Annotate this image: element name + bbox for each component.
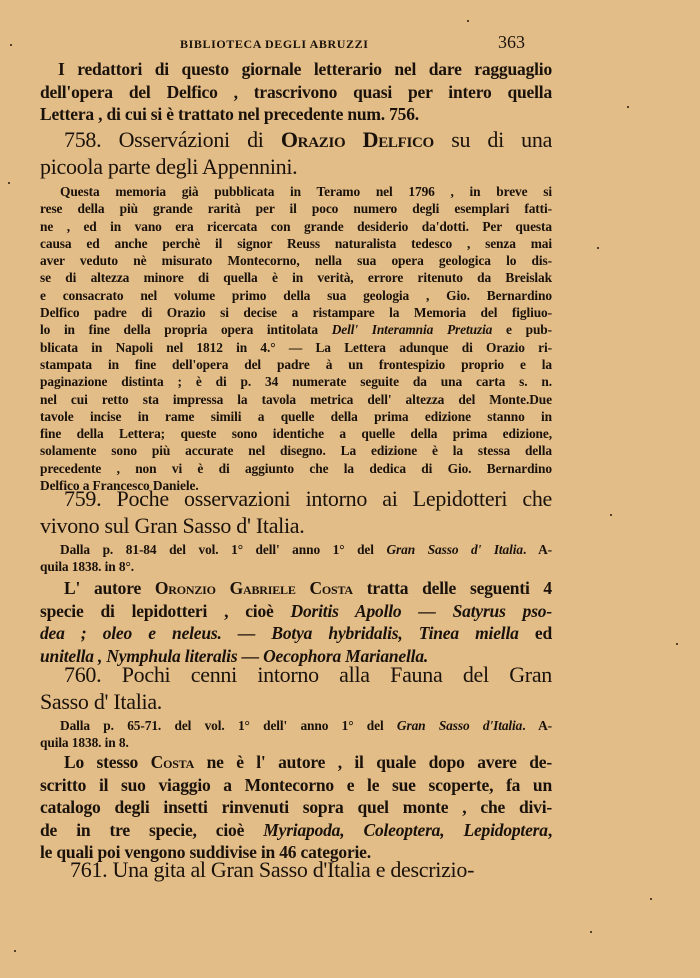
species-names: unitella , Nymphula literalis — Oecophora Marianella. xyxy=(40,645,429,666)
note-text: paginazione distinta ; è di p. 34 numerate seguite da una carta s. n. xyxy=(40,374,552,390)
entry-760-title xyxy=(40,661,552,715)
text-line xyxy=(40,252,552,269)
entry-number: 759. xyxy=(64,486,102,511)
note-text: rese della più grande rarità per il poco numero degli esemplari fatti- xyxy=(40,201,552,217)
note-text: aver veduto nè misurato Montecorno, nella sua opera geologica lo dis- xyxy=(40,253,552,269)
scan-speck xyxy=(597,247,599,249)
text-line xyxy=(40,269,552,286)
note-text: Delfico padre di Orazio si decise a ristampare la Memoria del figliuo- xyxy=(40,305,552,321)
entry-number: 760. xyxy=(64,662,102,687)
text-line: Lettera , di cui si è trattato nel precedente num. 756. xyxy=(40,104,419,124)
text-line xyxy=(40,218,552,235)
body-text: de in tre specie, cioè xyxy=(40,819,245,840)
page-number: 363 xyxy=(498,32,525,52)
text-line xyxy=(40,442,552,459)
text-line: scritto il suo viaggio a Montecorno e le sue scoperte, fa un xyxy=(40,774,552,795)
note-text: se di altezza minore di quella è in verità, errore ritenuto da Breislak xyxy=(40,270,552,286)
title-text: Osservázioni di xyxy=(118,127,264,152)
entry-760-source xyxy=(40,717,552,752)
scan-speck xyxy=(14,950,16,952)
note-text: nel cui retto sta impressa la tavola metrica dell' altezza del Monte.Due xyxy=(40,391,552,407)
entry-title-line xyxy=(40,661,552,688)
text-line xyxy=(40,200,552,217)
entry-title-line xyxy=(40,485,552,512)
entry-758-title xyxy=(40,126,552,180)
scan-speck xyxy=(10,44,12,46)
scan-speck xyxy=(650,898,652,900)
text-line: catalogo degli insetti rinvenuti sopra quel monte , che divi- xyxy=(40,797,552,817)
source-text: . A- xyxy=(522,718,553,733)
text-line xyxy=(40,321,552,338)
body-text: , xyxy=(547,819,552,840)
source-text: . A- xyxy=(523,542,553,557)
entry-758-note xyxy=(40,183,552,494)
note-text: fine della Lettera; queste sono identiche a quelle della prima edizione, xyxy=(40,426,552,442)
text-line xyxy=(40,304,552,321)
body-text: ed xyxy=(534,623,552,643)
text-line xyxy=(40,339,552,356)
text-line xyxy=(40,622,552,645)
title-text: Poche osservazioni intorno ai Lepidotteri che xyxy=(116,486,553,511)
entry-760-body xyxy=(40,751,552,864)
body-text: tratta delle seguenti 4 xyxy=(366,578,552,598)
note-text: Delfico a Francesco Daniele. xyxy=(40,478,199,494)
text-line xyxy=(40,425,552,442)
taxa-names: Myriapoda, Coleoptera, Lepidoptera xyxy=(263,819,548,840)
note-text: e pub- xyxy=(492,322,552,338)
body-text: L' autore xyxy=(64,578,142,598)
entry-title-line: vivono sul Gran Sasso d' Italia. xyxy=(40,513,305,538)
entry-number: 758. xyxy=(64,127,102,152)
author-name: Orazio Delfico xyxy=(280,127,434,152)
text-line xyxy=(40,717,552,734)
scan-speck xyxy=(627,106,629,108)
text-line xyxy=(40,819,552,842)
running-title: BIBLIOTECA DEGLI ABRUZZI xyxy=(180,37,369,51)
body-text: Lo stesso xyxy=(64,752,139,772)
source-text: Dalla p. 65-71. del vol. 1° dell' anno 1° del xyxy=(60,718,384,733)
entry-title-line xyxy=(40,126,552,153)
scan-speck xyxy=(590,931,592,933)
text-line: I redattori di questo giornale letterario nel dare ragguaglio xyxy=(58,59,552,79)
scan-speck xyxy=(610,514,612,516)
intro-paragraph xyxy=(40,58,552,126)
text-line xyxy=(40,356,552,373)
scan-speck xyxy=(676,643,678,645)
text-line: quila 1838. in 8. xyxy=(40,735,129,751)
text-line xyxy=(40,460,552,477)
entry-759-source xyxy=(40,541,552,576)
text-line xyxy=(40,235,552,252)
note-text: blicata in Napoli nel 1812 in 4.° — La Lettera adunque di Orazio ri- xyxy=(40,339,552,355)
body-text: ne è l' autore , il quale dopo avere de- xyxy=(206,752,552,772)
text-line xyxy=(40,287,552,304)
source-text: Dalla p. 81-84 del vol. 1° dell' anno 1° del xyxy=(60,542,374,557)
entry-759-title xyxy=(40,485,552,539)
journal-title: Gran Sasso d' Italia xyxy=(386,542,523,557)
scan-speck xyxy=(467,20,469,22)
text-line xyxy=(40,577,552,600)
note-text: precedente , non vi è di aggiunto che la dedica di Gio. Bernardino xyxy=(40,460,552,476)
text-line xyxy=(40,408,552,425)
text-line: dell'opera del Delfico , trascrivono quasi per intero quella xyxy=(40,81,552,102)
text-line xyxy=(40,751,552,774)
species-names: dea ; oleo e neleus. — Botya hybridalis, Tinea miella xyxy=(40,623,519,643)
note-text: solamente sono più accurate nel disegno. La edizione è la stessa della xyxy=(40,443,552,459)
note-text: Questa memoria già pubblicata in Teramo nel 1796 , in breve si xyxy=(60,184,552,199)
scan-speck xyxy=(8,182,10,184)
text-line: le quali poi vengono suddivise in 46 categorie. xyxy=(40,842,371,862)
journal-title: Gran Sasso d'Italia xyxy=(396,718,523,733)
title-text: su di una xyxy=(451,127,553,152)
note-text: causa ed anche perchè il signor Reuss naturalista tedesco , senza mai xyxy=(40,235,552,251)
running-header xyxy=(180,32,525,53)
entry-title-line: picoola parte degli Appennini. xyxy=(40,154,298,179)
title-text: Pochi cenni intorno alla Fauna del Gran xyxy=(121,662,552,687)
note-text: ne , ed in vano era ricercata con grande desiderio da'dotti. Per questa xyxy=(40,218,552,234)
note-text: stampata in fine dell'opera del padre à un frontespizio proprio e la xyxy=(40,356,552,372)
text-line xyxy=(40,373,552,390)
text-line xyxy=(40,183,552,200)
title-text: Una gita al Gran Sasso d'Italia e descrizio- xyxy=(112,857,475,882)
text-line: quila 1838. in 8°. xyxy=(40,559,134,575)
species-names: Doritis Apollo — Satyrus pso- xyxy=(290,600,552,621)
author-name: Oronzio Gabriele Costa xyxy=(154,578,353,598)
entry-761-title xyxy=(40,856,552,883)
entry-759-body xyxy=(40,577,552,667)
text-line xyxy=(40,600,552,623)
entry-title-line xyxy=(40,856,552,883)
note-text: tavole incise in rame simili a quelle della prima edizione stanno in xyxy=(40,408,552,424)
text-line xyxy=(40,541,552,558)
note-text: e consacrato nel volume primo della sua geologia , Gio. Bernardino xyxy=(40,287,552,303)
author-name: Costa xyxy=(150,752,195,772)
entry-number: 761. xyxy=(70,857,108,882)
text-line xyxy=(40,391,552,408)
book-title: Dell' Interamnia Pretuzia xyxy=(331,322,493,338)
note-text: lo in fine della propria opera intitolata xyxy=(40,322,332,338)
body-text: specie di lepidotteri , cioè xyxy=(40,600,274,621)
entry-title-line: Sasso d' Italia. xyxy=(40,689,162,714)
